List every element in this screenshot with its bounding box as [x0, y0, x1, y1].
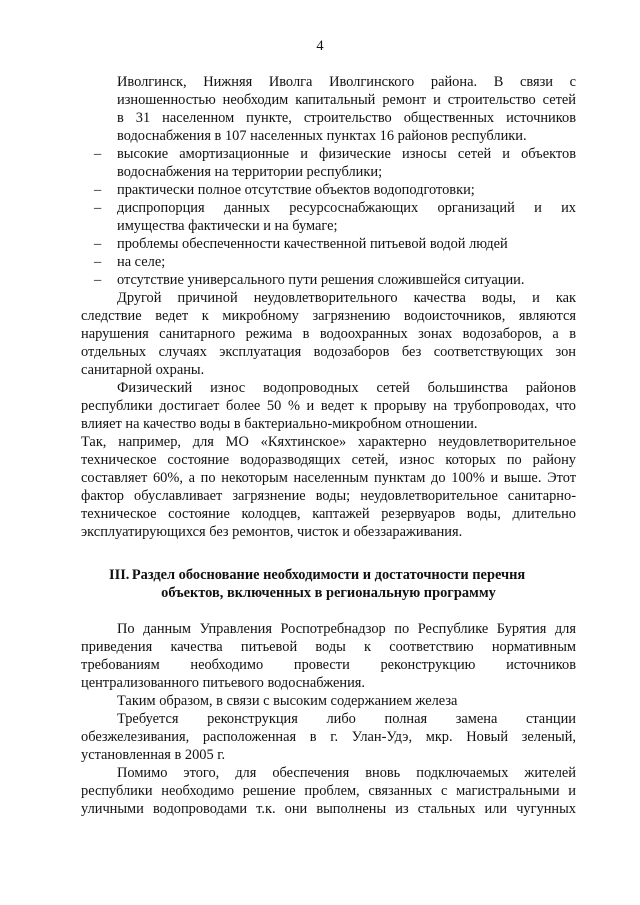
line-text: проблемы обеспеченности качественной питьевой водой людей [117, 236, 508, 252]
list-item [81, 217, 576, 235]
line-text: приведения качества питьевой воды к соответствию нормативным [81, 639, 576, 655]
line-text: Помимо этого, для обеспечения вновь подключаемых жителей [117, 765, 576, 781]
line-text: Физический износ водопроводных сетей большинства районов [117, 380, 576, 396]
line-text: эксплуатирующихся без ремонтов, чисток и обеззараживания. [81, 524, 463, 540]
line-text: диспропорция данных ресурсоснабжающих организаций и их [117, 200, 576, 216]
line-text: изношенностью необходим капитальный ремонт и строительство сетей [117, 92, 576, 108]
line-text: республики достигает более 50 % и ведет к прорыву на трубопроводах, что [81, 398, 576, 414]
text-line [81, 109, 576, 127]
line-text: Таким образом, в связи с высоким содержанием железа [117, 693, 458, 709]
text-line [81, 91, 576, 109]
line-text: Другой причиной неудовлетворительного качества воды, и как [117, 290, 576, 306]
paragraph-justification [81, 620, 576, 818]
text-line [81, 289, 576, 307]
section-number: III. [109, 567, 130, 583]
paragraph-intro [81, 73, 576, 145]
bullet-dash: – [94, 146, 102, 162]
line-text: влияет на качество воды в бактериально-микробном отношении. [81, 416, 478, 432]
line-text: на селе; [117, 254, 166, 270]
line-text: централизованного питьевого водоснабжения. [81, 675, 365, 691]
text-line [81, 674, 576, 692]
text-line [81, 451, 576, 469]
line-text: в 31 населенном пункте, строительство общественных источников [117, 110, 576, 126]
text-line [81, 728, 576, 746]
page-number: 4 [316, 38, 324, 54]
line-text: следствие ведет к микробному загрязнению водоисточников, являются [81, 308, 576, 324]
line-text: высокие амортизационные и физические износы сетей и объектов [117, 146, 576, 162]
text-line [81, 307, 576, 325]
line-text: отсутствие универсального пути решения сложившейся ситуации. [117, 272, 525, 288]
section-title-line-1: Раздел обоснование необходимости и достаточности перечня [131, 567, 526, 583]
paragraph-causes [81, 289, 576, 541]
section-title-line-2: объектов, включенных в региональную программу [161, 585, 496, 601]
text-line [81, 415, 576, 433]
line-text: практически полное отсутствие объектов водоподготовки; [117, 182, 475, 198]
text-line [81, 764, 576, 782]
line-text: составляет 60%, а по некоторым населенным пунктам до 100% и выше. Этот [81, 470, 576, 486]
line-text: санитарной охраны. [81, 362, 205, 378]
line-text: республики необходимо решение проблем, связанных с магистральными и [81, 783, 576, 799]
text-line [81, 638, 576, 656]
text-line [81, 469, 576, 487]
bullet-dash: – [94, 272, 102, 288]
list-item [81, 253, 576, 271]
list-item [81, 271, 576, 289]
line-text: Так, например, для МО «Кяхтинское» характерно неудовлетворительное [81, 434, 576, 450]
text-line [81, 746, 576, 764]
text-line [81, 710, 576, 728]
list-item [81, 199, 576, 217]
line-text: нарушения санитарного режима в водоохранных зонах водозаборов, а в [81, 326, 576, 342]
text-line [81, 343, 576, 361]
bullet-dash: – [94, 254, 102, 270]
line-text: уличными водопроводами т.к. они выполнены из стальных или чугунных [81, 801, 576, 817]
text-line [81, 656, 576, 674]
line-text: фактор обуславливает загрязнение воды; неудовлетворительное санитарно- [81, 488, 576, 504]
text-line [81, 620, 576, 638]
list-item [81, 163, 576, 181]
line-text: техническое состояние колодцев, каптажей резервуаров воды, длительно [81, 506, 576, 522]
text-line [81, 692, 576, 710]
line-text: требованиям необходимо провести реконструкцию источников [81, 657, 576, 673]
line-text: Требуется реконструкция либо полная замена станции [117, 711, 576, 727]
line-text: техническое состояние водоразводящих сетей, износ которых по району [81, 452, 576, 468]
line-text: обезжелезивания, расположенная в г. Улан-Удэ, мкр. Новый зеленый, [81, 729, 576, 745]
line-text: Иволгинск, Нижняя Иволга Иволгинского района. В связи с [117, 74, 576, 90]
text-line [81, 487, 576, 505]
text-line [81, 379, 576, 397]
list-item [81, 181, 576, 199]
text-line [81, 397, 576, 415]
text-line [81, 782, 576, 800]
line-text: водоснабжения в 107 населенных пунктах 16 районов республики. [117, 128, 527, 144]
line-text: водоснабжения на территории республики; [117, 164, 383, 180]
text-line [81, 361, 576, 379]
line-text: имущества фактически и на бумаге; [117, 218, 338, 234]
text-line [81, 505, 576, 523]
text-line [81, 523, 576, 541]
list-item [81, 235, 576, 253]
bullet-dash: – [94, 236, 102, 252]
line-text: установленная в 2005 г. [81, 747, 226, 763]
text-line [81, 73, 576, 91]
bullet-dash: – [94, 200, 102, 216]
list-item [81, 145, 576, 163]
line-text: По данным Управления Роспотребнадзор по Республике Бурятия для [117, 621, 576, 637]
line-text: отдельных случаях эксплуатация водозаборов без соответствующих зон [81, 344, 576, 360]
text-line [81, 433, 576, 451]
bullet-list [81, 145, 576, 289]
text-line [81, 127, 576, 145]
section-heading [81, 566, 576, 602]
bullet-dash: – [94, 182, 102, 198]
text-line [81, 325, 576, 343]
text-line [81, 800, 576, 818]
